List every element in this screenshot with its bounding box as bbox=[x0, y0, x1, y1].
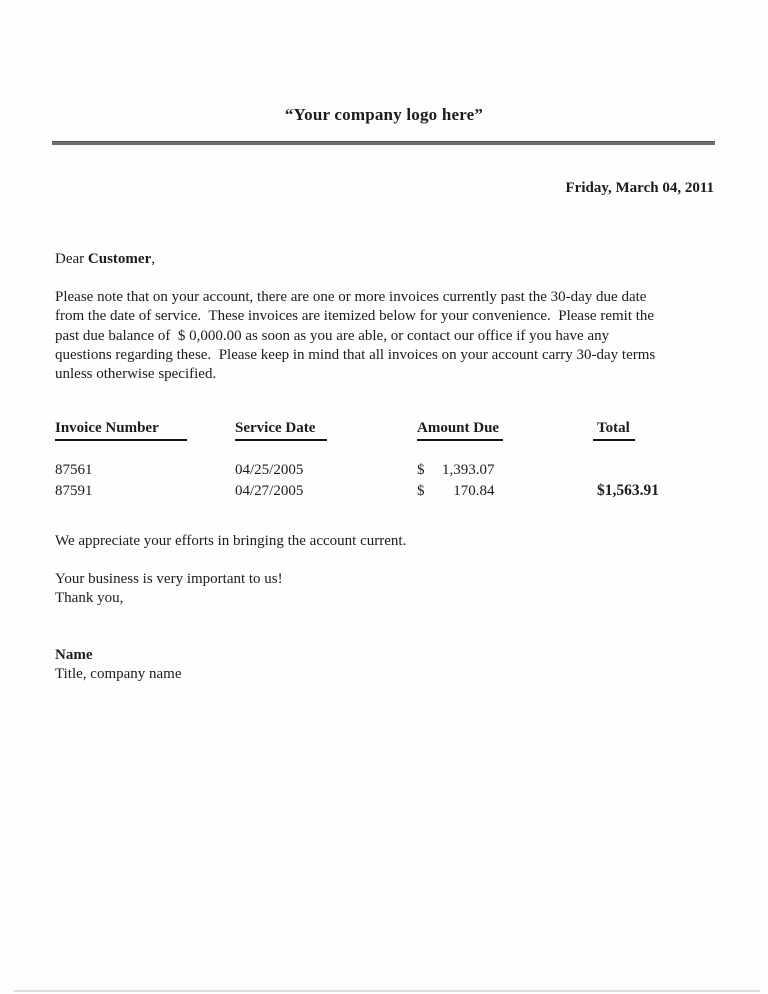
body-line: Please note that on your account, there are one or more invoices currently past the 30-day due date bbox=[55, 289, 647, 305]
salutation-prefix: Dear bbox=[55, 251, 88, 267]
company-logo-placeholder: “Your company logo here” bbox=[284, 105, 484, 124]
salutation-name: Customer bbox=[87, 251, 152, 267]
table-header-row bbox=[55, 420, 717, 441]
cell-invoice-number: 87561 bbox=[55, 462, 93, 478]
cell-invoice-number: 87591 bbox=[55, 483, 93, 499]
cell-total: $1,563.91 bbox=[597, 482, 659, 499]
page-bottom-edge bbox=[14, 990, 760, 992]
letter-body bbox=[55, 288, 727, 384]
body-line: from the date of service. These invoices are itemized below for your convenience. Please remit the bbox=[55, 308, 655, 325]
salutation bbox=[55, 251, 155, 268]
header-service-date: Service Date bbox=[235, 420, 417, 441]
amount-value: 170.84 bbox=[453, 483, 495, 499]
signature-title: Title, company name bbox=[55, 665, 182, 682]
closing-line: Your business is very important to us! bbox=[55, 571, 283, 587]
amount-value: 1,393.07 bbox=[442, 462, 495, 478]
header-invoice-number: Invoice Number bbox=[55, 420, 235, 441]
table-row bbox=[55, 462, 717, 482]
header-total: Total bbox=[597, 420, 717, 441]
appreciation-line: We appreciate your efforts in bringing the account current. bbox=[55, 533, 407, 549]
closing-block bbox=[55, 570, 283, 608]
letter-date: Friday, March 04, 2011 bbox=[565, 180, 714, 196]
signature-name: Name bbox=[55, 647, 93, 663]
cell-service-date: 04/25/2005 bbox=[235, 462, 304, 478]
header-divider bbox=[52, 141, 715, 145]
body-line: past due balance of $ 0,000.00 as soon as you are able, or contact our office if you have any bbox=[55, 327, 610, 344]
currency-symbol: $ bbox=[417, 462, 425, 478]
invoice-table bbox=[55, 420, 717, 502]
currency-symbol: $ bbox=[417, 483, 425, 499]
body-line: unless otherwise specified. bbox=[55, 366, 217, 383]
cell-service-date: 04/27/2005 bbox=[235, 483, 304, 499]
cell-amount-due bbox=[417, 462, 597, 479]
thank-you-line: Thank you, bbox=[55, 590, 124, 607]
header-amount-due: Amount Due bbox=[417, 420, 597, 441]
body-line: questions regarding these. Please keep in mind that all invoices on your account carry 30-day terms bbox=[55, 346, 656, 363]
cell-amount-due bbox=[417, 483, 597, 500]
signature-block bbox=[55, 646, 182, 683]
salutation-suffix: , bbox=[151, 251, 155, 267]
table-row bbox=[55, 482, 717, 502]
